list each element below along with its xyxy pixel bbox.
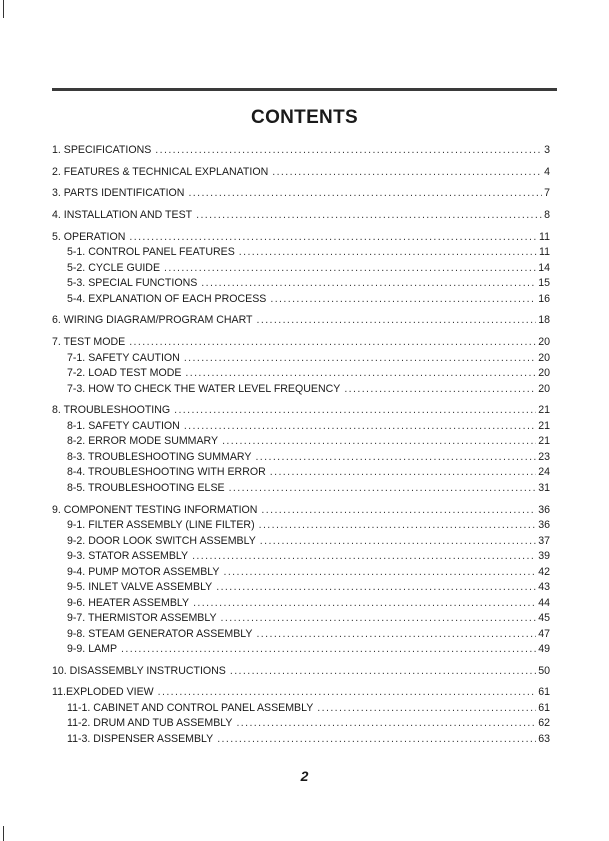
- toc-subentry[interactable]: [52, 465, 550, 481]
- toc-entry-label: 9-8. STEAM GENERATOR ASSEMBLY: [67, 627, 253, 640]
- dot-leader: [239, 245, 537, 261]
- dot-leader: [229, 481, 537, 497]
- toc-page-number: 61: [538, 686, 550, 699]
- dot-leader: [261, 503, 536, 519]
- toc-entry[interactable]: [52, 503, 550, 519]
- dot-leader: [257, 313, 537, 329]
- table-of-contents: [52, 143, 550, 754]
- toc-page-number: 16: [538, 292, 550, 305]
- toc-page-number: 21: [538, 404, 550, 417]
- toc-subentry[interactable]: [52, 549, 550, 565]
- toc-page-number: 42: [538, 565, 550, 578]
- toc-subentry[interactable]: [52, 642, 550, 658]
- toc-section: [52, 313, 550, 329]
- toc-entry-label: 7-3. HOW TO CHECK THE WATER LEVEL FREQUENCY: [67, 382, 341, 395]
- toc-page-number: 20: [538, 367, 550, 380]
- toc-entry-label: 11-2. DRUM AND TUB ASSEMBLY: [67, 717, 233, 730]
- toc-page-number: 3: [544, 144, 550, 156]
- toc-entry-label: 7. TEST MODE: [52, 336, 126, 349]
- header-rule: [52, 88, 557, 91]
- toc-entry-label: 9-9. LAMP: [67, 643, 118, 655]
- toc-section: [52, 335, 550, 397]
- toc-subentry[interactable]: [52, 276, 550, 292]
- toc-page-number: 24: [538, 466, 550, 479]
- toc-entry[interactable]: [52, 313, 550, 329]
- toc-entry-label: 9-1. FILTER ASSEMBLY (LINE FILTER): [67, 519, 255, 531]
- toc-section: [52, 186, 550, 202]
- toc-entry-label: 8-5. TROUBLESHOOTING ELSE: [67, 481, 225, 494]
- dot-leader: [236, 716, 536, 732]
- dot-leader: [129, 230, 537, 246]
- toc-page-number: 62: [538, 717, 550, 730]
- toc-page-number: 23: [538, 450, 550, 463]
- toc-page-number: 63: [538, 732, 550, 745]
- toc-section: [52, 208, 550, 224]
- toc-subentry[interactable]: [52, 382, 550, 398]
- toc-page-number: 45: [538, 612, 550, 624]
- toc-entry-label: 9-6. HEATER ASSEMBLY: [67, 596, 190, 609]
- toc-entry-label: 3. PARTS IDENTIFICATION: [52, 187, 185, 200]
- toc-page-number: 36: [538, 519, 550, 531]
- page-title: CONTENTS: [251, 107, 358, 128]
- toc-section: [52, 165, 550, 181]
- toc-subentry[interactable]: [52, 611, 550, 627]
- toc-entry-label: 8-4. TROUBLESHOOTING WITH ERROR: [67, 466, 266, 479]
- toc-entry-label: 7-1. SAFETY CAUTION: [67, 351, 180, 364]
- dot-leader: [223, 565, 536, 581]
- dot-leader: [184, 419, 536, 435]
- dot-leader: [192, 549, 536, 565]
- toc-subentry[interactable]: [52, 245, 550, 261]
- toc-entry[interactable]: [52, 335, 550, 351]
- toc-page-number: 21: [538, 419, 550, 432]
- toc-subentry[interactable]: [52, 565, 550, 581]
- page-number: 2: [300, 768, 309, 784]
- toc-subentry[interactable]: [52, 580, 550, 596]
- toc-subentry[interactable]: [52, 596, 550, 612]
- toc-subentry[interactable]: [52, 292, 550, 308]
- toc-page-number: 43: [538, 581, 550, 593]
- toc-subentry[interactable]: [52, 627, 550, 643]
- dot-leader: [221, 611, 537, 627]
- toc-entry-label: 5. OPERATION: [52, 230, 126, 243]
- toc-entry-label: 5-2. CYCLE GUIDE: [67, 261, 161, 274]
- toc-section: [52, 403, 550, 496]
- toc-entry-label: 4. INSTALLATION AND TEST: [52, 209, 193, 222]
- dot-leader: [216, 580, 536, 596]
- toc-entry-label: 8-1. SAFETY CAUTION: [67, 419, 180, 432]
- toc-page-number: 18: [538, 314, 550, 327]
- dot-leader: [188, 186, 542, 202]
- toc-entry-label: 11.EXPLODED VIEW: [52, 686, 154, 699]
- dot-leader: [317, 701, 536, 717]
- toc-entry-label: 9-5. INLET VALVE ASSEMBLY: [67, 581, 213, 593]
- toc-subentry[interactable]: [52, 419, 550, 435]
- toc-entry-label: 11-3. DISPENSER ASSEMBLY: [67, 732, 214, 745]
- toc-entry-label: 9-4. PUMP MOTOR ASSEMBLY: [67, 565, 220, 578]
- toc-page-number: 31: [538, 481, 550, 494]
- toc-entry[interactable]: [52, 685, 550, 701]
- dot-leader: [270, 465, 536, 481]
- dot-leader: [196, 208, 542, 224]
- toc-page-number: 4: [544, 165, 550, 178]
- dot-leader: [121, 642, 536, 658]
- toc-entry-label: 8-2. ERROR MODE SUMMARY: [67, 435, 219, 448]
- toc-entry-label: 5-3. SPECIAL FUNCTIONS: [67, 277, 198, 290]
- dot-leader: [255, 450, 536, 466]
- toc-entry-label: 2. FEATURES & TECHNICAL EXPLANATION: [52, 165, 269, 178]
- toc-section: [52, 685, 550, 747]
- toc-entry-label: 8. TROUBLESHOOTING: [52, 404, 171, 417]
- toc-page-number: 20: [538, 382, 550, 395]
- toc-entry-label: 6. WIRING DIAGRAM/PROGRAM CHART: [52, 314, 253, 327]
- toc-page-number: 20: [538, 336, 550, 349]
- dot-leader: [155, 143, 542, 159]
- toc-page-number: 11: [539, 230, 550, 243]
- toc-page-number: 47: [538, 627, 550, 640]
- toc-page-number: 61: [538, 701, 550, 714]
- dot-leader: [272, 165, 542, 181]
- toc-subentry[interactable]: [52, 261, 550, 277]
- toc-entry-label: 5-4. EXPLANATION OF EACH PROCESS: [67, 292, 267, 305]
- dot-leader: [222, 434, 536, 450]
- toc-page-number: 50: [538, 664, 550, 677]
- toc-page-number: 37: [538, 534, 550, 547]
- toc-subentry[interactable]: [52, 518, 550, 534]
- toc-page-number: 39: [538, 550, 550, 562]
- toc-subentry[interactable]: [52, 434, 550, 450]
- toc-page-number: 14: [538, 261, 550, 274]
- toc-subentry[interactable]: [52, 701, 550, 717]
- dot-leader: [184, 351, 536, 367]
- toc-section: [52, 230, 550, 308]
- toc-section: [52, 503, 550, 658]
- dot-leader: [270, 292, 536, 308]
- toc-entry-label: 8-3. TROUBLESHOOTING SUMMARY: [67, 450, 252, 463]
- dot-leader: [230, 664, 536, 680]
- dot-leader: [158, 685, 537, 701]
- dot-leader: [217, 732, 536, 748]
- dot-leader: [193, 596, 536, 612]
- toc-entry[interactable]: [52, 403, 550, 419]
- dot-leader: [174, 403, 536, 419]
- toc-subentry[interactable]: [52, 351, 550, 367]
- toc-page-number: 44: [538, 596, 550, 609]
- toc-page-number: 7: [544, 187, 550, 200]
- toc-entry[interactable]: [52, 186, 550, 202]
- toc-entry-label: 1. SPECIFICATIONS: [52, 144, 152, 156]
- toc-subentry[interactable]: [52, 732, 550, 748]
- toc-entry[interactable]: [52, 208, 550, 224]
- toc-entry-label: 9-7. THERMISTOR ASSEMBLY: [67, 612, 217, 624]
- toc-entry-label: 5-1. CONTROL PANEL FEATURES: [67, 246, 235, 259]
- dot-leader: [185, 366, 536, 382]
- toc-entry-label: 9-3. STATOR ASSEMBLY: [67, 550, 189, 562]
- dot-leader: [256, 627, 536, 643]
- dot-leader: [259, 518, 537, 534]
- dot-leader: [201, 276, 536, 292]
- dot-leader: [260, 534, 536, 550]
- toc-section: [52, 143, 550, 159]
- toc-subentry[interactable]: [52, 450, 550, 466]
- toc-entry-label: 10. DISASSEMBLY INSTRUCTIONS: [52, 664, 226, 677]
- dot-leader: [164, 261, 536, 277]
- toc-entry-label: 9-2. DOOR LOOK SWITCH ASSEMBLY: [67, 534, 256, 547]
- toc-entry[interactable]: [52, 143, 550, 159]
- toc-entry[interactable]: [52, 230, 550, 246]
- crop-mark-bottom: [3, 826, 4, 841]
- toc-entry-label: 7-2. LOAD TEST MODE: [67, 367, 182, 380]
- crop-mark-top: [3, 0, 4, 18]
- toc-page-number: 11: [539, 246, 550, 259]
- toc-page-number: 15: [538, 277, 550, 290]
- toc-subentry[interactable]: [52, 534, 550, 550]
- toc-page-number: 49: [538, 643, 550, 655]
- toc-entry[interactable]: [52, 664, 550, 680]
- toc-page-number: 8: [544, 209, 550, 222]
- toc-subentry[interactable]: [52, 716, 550, 732]
- toc-entry-label: 11-1. CABINET AND CONTROL PANEL ASSEMBLY: [67, 701, 314, 714]
- toc-subentry[interactable]: [52, 481, 550, 497]
- toc-entry-label: 9. COMPONENT TESTING INFORMATION: [52, 503, 258, 516]
- toc-page-number: 20: [538, 351, 550, 364]
- toc-subentry[interactable]: [52, 366, 550, 382]
- toc-page-number: 21: [538, 435, 550, 448]
- dot-leader: [129, 335, 536, 351]
- toc-section: [52, 664, 550, 680]
- dot-leader: [344, 382, 536, 398]
- toc-entry[interactable]: [52, 165, 550, 181]
- toc-page-number: 36: [538, 503, 550, 516]
